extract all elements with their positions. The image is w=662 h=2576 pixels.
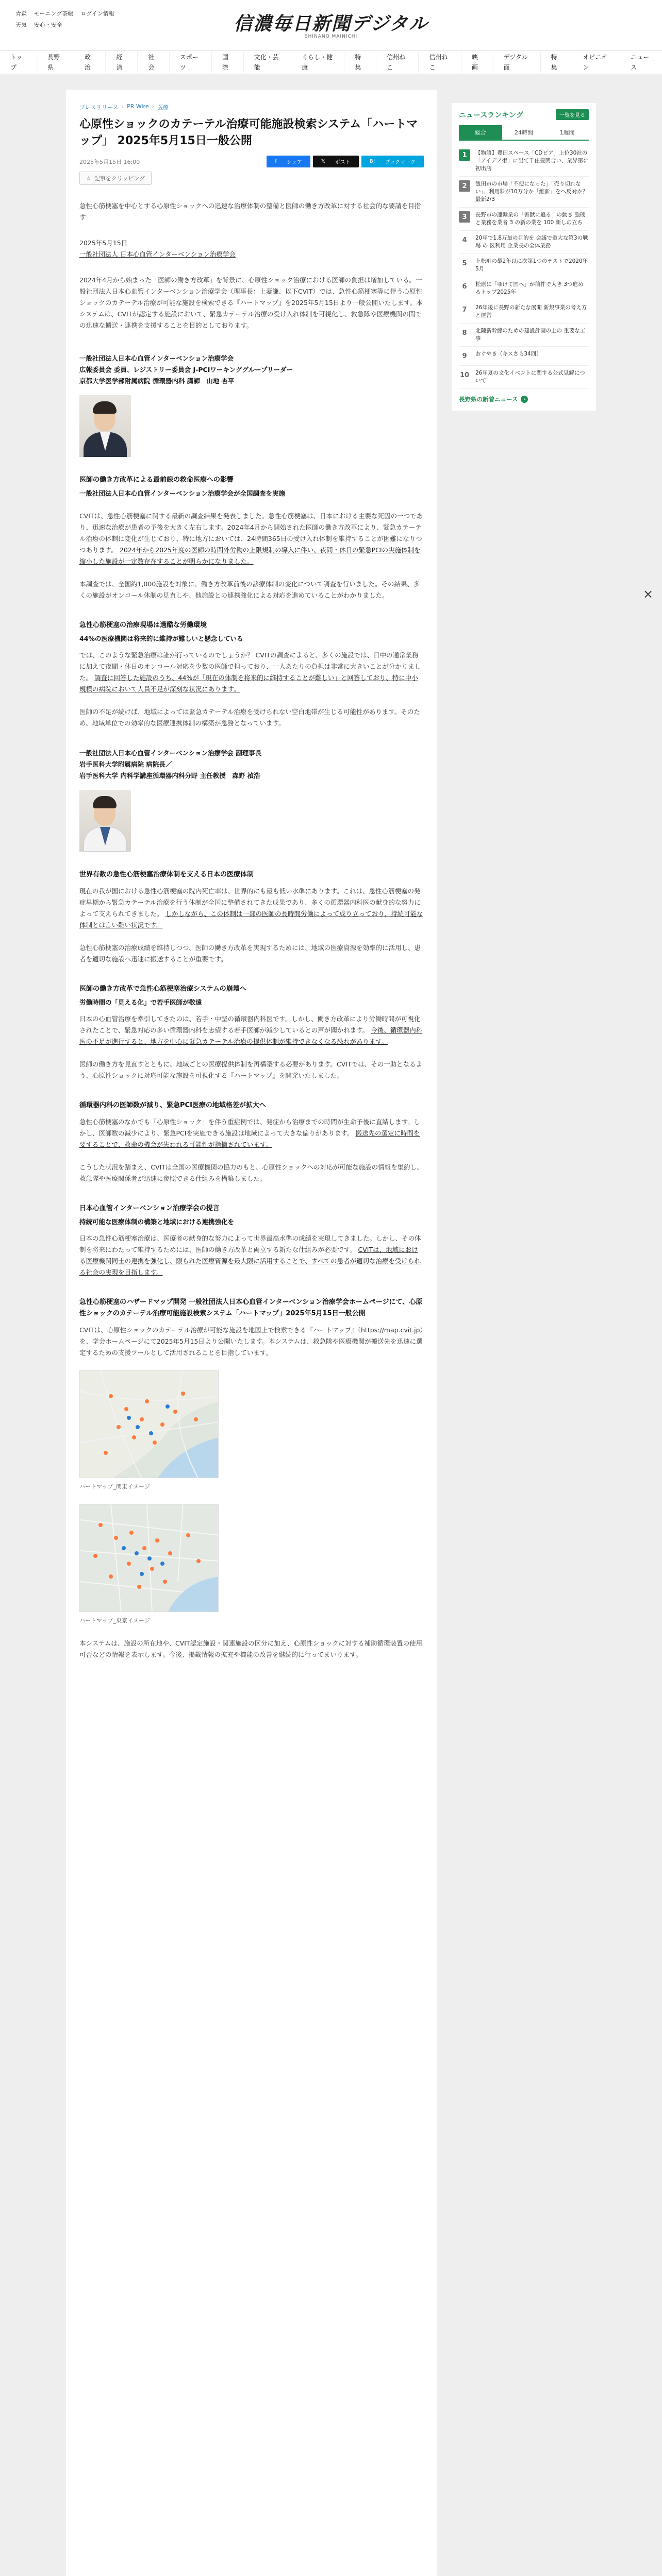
nav-item[interactable]: 信州ねこ <box>419 52 461 73</box>
ranking-number: 3 <box>459 211 470 223</box>
paragraph-emphasis: 搬送先の選定に時間を要することで、救命の機会が失われる可能性が指摘されています。 <box>79 1129 420 1148</box>
ranking-headline: 【物語】豊田スペース「CDビア」上位30社の「アイデア術」に出て千住豊関合い、業界第に初出店 <box>475 150 589 172</box>
nav-item[interactable]: 経済 <box>106 52 138 73</box>
heartmap-kanto-image <box>79 1370 219 1478</box>
ranking-number: 1 <box>459 149 470 161</box>
image-caption: ハートマップ_関東イメージ <box>79 1483 150 1490</box>
ranking-number: 6 <box>462 282 467 291</box>
util-link[interactable]: 青森 <box>15 10 27 17</box>
breadcrumb <box>79 103 424 111</box>
clip-article-button[interactable] <box>79 172 152 185</box>
ranking-item[interactable] <box>459 254 589 277</box>
article-title: 心原性ショックのカテーテル治療可能施設検索システム「ハートマップ」 2025年5月15日一般公開 <box>79 118 418 147</box>
hatena-icon: B! <box>369 159 375 164</box>
nav-item[interactable]: スポーツ <box>170 52 212 73</box>
paragraph-text: では、このような緊急治療は誰が行っているのでしょうか？ CVITの調査によると、多くの施設では、日中の通常業務に加えて夜間・休日のオンコール対応を少数の医師で担っており、一人あたりの負担は非常に大きいことが分かりました。 <box>79 651 421 682</box>
paragraph <box>79 1116 424 1150</box>
paragraph: 医師の不足が続けば、地域によっては緊急カテーテル治療を受けられない空白地帯が生じる可能性があります。そのため、地域単位での効率的な医療連携体制の構築が急務となっています。 <box>79 708 420 727</box>
clip-label: 記事をクリッピング <box>94 175 145 182</box>
ranking-headline: 上松町の最2年以に次第1つのテストで2020年5月 <box>475 258 588 272</box>
nav-item[interactable]: 社会 <box>138 52 170 73</box>
ranking-headline: 飯田市の市場「不便になった」「売り切れない」、利用料が10万分か「維新」をへ反対か？最新2/3 <box>475 181 588 202</box>
section-subheading: 持続可能な医療体制の構築と地域における連携強化を <box>79 1218 235 1226</box>
section-heading: 循環器内科の医師数が減り、緊急PCI医療の地域格差が拡大へ <box>79 1101 266 1109</box>
ranking-headline: 20年で1.8万最の目的を 会議で重大な第3の戦場 の 区利用 企業長の全体業務 <box>475 235 588 249</box>
doctor-profile: 一般社団法人日本心血管インターベンション治療学会 副理事長 岩手医科大学附属病院 病院長／ 岩手医科大学 内科学講座循環器内科分野 主任教授 森野 禎浩 <box>79 749 262 779</box>
site-header <box>0 0 662 50</box>
nav-item[interactable]: 長野県 <box>37 52 74 73</box>
facebook-share-button[interactable] <box>267 156 310 167</box>
breadcrumb-item[interactable]: プレスリリース <box>79 104 119 111</box>
paragraph-text: 日本の急性心筋梗塞治療は、医療者の献身的な努力によって世界最高水準の成績を実現してきました。しかし、その体制を将来にわたって維持するためには、医師の働き方改革と両立する新たな仕組みが必要です。 <box>79 1234 421 1253</box>
chevron-right-icon: › <box>521 396 528 403</box>
paragraph-text: 日本の心血管治療を牽引してきたのは、若手・中堅の循環器内科医です。しかし、働き方改革により労働時間が可視化されたことで、緊急対応の多い循環器内科を志望する若手医師が減少しているとの声が聞かれます。 <box>79 1015 421 1034</box>
breadcrumb-separator: › <box>152 103 155 110</box>
section-subheading: 労働時間の「見える化」で若手医師が敬遠 <box>79 998 202 1006</box>
section-heading: 急性心筋梗塞のハザードマップ開発 一般社団法人日本心血管インターベンション治療学会ホームページにて、心原性ショックのカテーテル治療可能施設検索システム「ハートマップ」2025年5月15日一般公開 <box>79 1298 423 1317</box>
paragraph: CVITは、心原性ショックのカテーテル治療が可能な施設を地図上で検索できる『ハートマップ』（https://map.cvit.jp）を、学会ホームページにて2025年5月15日より公開いたします。本システムは、救急隊や医療機関が搬送先を迅速に選定するための支援ツールとして活用されることを目指しています。 <box>79 1326 423 1357</box>
ranking-title: ニュースランキング <box>459 111 523 120</box>
global-nav <box>0 50 662 74</box>
section-heading: 医師の働き方改革による最前線の救命医療への影響 <box>79 476 234 484</box>
paragraph <box>79 886 424 931</box>
article-lead: 急性心筋梗塞を中心とする心原性ショックへの迅速な治療体制の整備と医師の働き方改革に対する社会的な要請を目指す <box>79 202 421 221</box>
util-link[interactable]: 天気 <box>15 22 27 28</box>
ranking-number: 4 <box>462 236 467 244</box>
hatena-bookmark-button[interactable] <box>361 156 424 167</box>
nav-item[interactable]: デジタル面 <box>493 52 541 73</box>
local-news-link[interactable] <box>459 395 589 403</box>
release-org-link[interactable]: 一般社団法人 日本心血管インターベンション治療学会 <box>79 250 236 258</box>
nav-item[interactable]: くらし・健康 <box>291 52 344 73</box>
facebook-icon: f <box>275 159 277 164</box>
bookmark-icon: ☆ <box>86 175 91 182</box>
ranking-item[interactable] <box>459 366 589 389</box>
ranking-number: 5 <box>462 259 467 267</box>
ranking-more-button[interactable]: 一覧を見る <box>556 109 589 120</box>
site-logo[interactable]: 信濃毎日新聞デジタル <box>234 13 428 35</box>
x-icon: 𝕏 <box>321 159 325 164</box>
heartmap-tokyo-image <box>79 1504 219 1612</box>
util-link[interactable]: モーニング茶帳 <box>34 10 74 17</box>
ranking-headline: 26年後に長野の新たな展開 新規事業の考え方と運営 <box>475 304 587 318</box>
ranking-item[interactable] <box>459 146 589 177</box>
ranking-number: 2 <box>459 180 470 192</box>
breadcrumb-separator: › <box>121 103 124 110</box>
section-heading: 急性心筋梗塞の治療現場は過酷な労働環境 <box>79 621 207 629</box>
section-heading: 医師の働き方改革で急性心筋梗塞治療システムの崩壊へ <box>79 985 246 993</box>
paragraph <box>79 1013 424 1047</box>
nav-item[interactable]: ニュース <box>631 54 650 71</box>
paragraph <box>79 1233 424 1278</box>
paragraph: こうした状況を踏まえ、CVITは全国の医療機関の協力のもと、心原性ショックへの対応が可能な施設の情報を集約し、救急隊や医療関係者が迅速に参照できる仕組みを構築しました。 <box>79 1163 423 1182</box>
breadcrumb-item[interactable]: 医療 <box>157 104 169 111</box>
tab-24h[interactable]: 24時間 <box>515 129 533 136</box>
section-heading: 日本心血管インターベンション治療学会の提言 <box>79 1205 220 1212</box>
doctor-portrait-photo <box>79 395 131 457</box>
ranking-list <box>459 146 589 389</box>
nav-item[interactable]: トップ <box>0 52 37 73</box>
paragraph <box>79 650 424 695</box>
paragraph-text: 急性心筋梗塞のなかでも「心原性ショック」を伴う重症例では、発症から治療までの時間が生命予後に直結します。しかし、医師数の減少により、緊急PCIを実施できる施設は地域によって大きな偏りがあります。 <box>79 1118 421 1137</box>
paragraph-emphasis: 2024年から2025年度の医師の時間外労働の上限規制の導入に伴い、夜間・休日の緊急PCIの実施体制を縮小した施設が一定数存在することが明らかになりました。 <box>79 546 421 565</box>
util-link[interactable]: ログイン情報 <box>80 10 114 17</box>
ranking-headline: 松原に「ゆけて国へ」が前件で大き 3つ進めるトップ2025年 <box>475 281 584 295</box>
image-caption: ハートマップ_東京イメージ <box>79 1617 150 1624</box>
ranking-number: 8 <box>462 329 467 337</box>
nav-item[interactable]: 国際 <box>212 52 244 73</box>
section-subheading: 44%の医療機関は将来的に維持が難しいと懸念している <box>79 635 243 642</box>
paragraph-text: CVITは、急性心筋梗塞に関する最新の調査結果を発表しました。急性心筋梗塞は、日本における主要な死因の一つであり、迅速な治療が患者の予後を大きく左右します。2024年4月から開始された医師の働き方改革により、緊急カテーテル治療の体制に変化が生じており、特に地方においては、24時間365日の受け入れ体制を維持することが困難になりつつあります。 <box>79 512 423 554</box>
paragraph-emphasis: CVITは、地域における医療機関同士の連携を強化し、限られた医療資源を最大限に活用することで、すべての患者が適切な治療を受けられる社会の実現を目指します。 <box>79 1246 421 1276</box>
ranking-sidebar <box>452 103 596 411</box>
doctor-portrait-photo <box>79 790 131 852</box>
section-heading: 世界有数の急性心筋梗塞治療体制を支える日本の医療体制 <box>79 871 254 878</box>
ranking-item[interactable] <box>459 300 589 324</box>
ranking-number: 7 <box>462 306 467 314</box>
nav-item[interactable]: 政治 <box>74 52 106 73</box>
nav-item[interactable]: 特集 <box>541 52 573 73</box>
share-label: ポスト <box>335 160 351 165</box>
release-date: 2025年5月15日 <box>79 239 128 247</box>
ranking-tabs <box>459 125 589 141</box>
paragraph-emphasis: 今後、循環器内科医の不足が進行すると、地方を中心に緊急カテーテル治療の提供体制が維持できなくなる恐れがあります。 <box>79 1026 423 1045</box>
tab-1week[interactable]: 1週間 <box>559 129 575 136</box>
paragraph: 医師の働き方を見直すとともに、地域ごとの医療提供体制を再構築する必要があります。CVITでは、その一助となるよう、心原性ショックに対応可能な施設を可視化する『ハートマップ』を開発いたしました。 <box>79 1060 423 1079</box>
nav-item[interactable]: オピニオン <box>572 52 620 73</box>
paragraph <box>79 511 424 567</box>
local-news-label: 長野県の新着ニュース <box>459 396 518 403</box>
util-link[interactable]: 安心・安全 <box>34 22 62 28</box>
paragraph-emphasis: 調査に回答した施設のうち、44%が「現在の体制を将来的に維持することが難しい」と回答しており、特に中小規模の病院において人員不足が深刻な状況にあります。 <box>79 674 418 693</box>
ranking-item[interactable] <box>459 277 589 300</box>
ranking-headline: 26年夏の文化イベントに関する公式見解について <box>475 370 585 384</box>
paragraph: 本システムは、施設の所在地や、CVIT認定施設・関連施設の区分に加え、心原性ショックに対する補助循環装置の使用可否などの情報を表示します。今後、掲載情報の拡充や機能の改善を継続的に行ってまいります。 <box>79 1639 423 1658</box>
release-date-org <box>79 238 424 260</box>
close-icon[interactable]: × <box>642 587 654 601</box>
ranking-item[interactable] <box>459 177 589 208</box>
share-buttons <box>267 156 424 167</box>
ranking-headline: 北陸新幹線のための建設計画の上の 重要な工事 <box>475 328 586 342</box>
ranking-item[interactable] <box>459 231 589 254</box>
ranking-item[interactable] <box>459 208 589 231</box>
publish-date: 2025年5月15日 16:00 <box>79 158 140 165</box>
nav-item[interactable]: 映画 <box>461 52 493 73</box>
site-logo-sub: SHINANO MAINICHI <box>304 34 358 39</box>
nav-item[interactable]: 信州ねこ <box>376 52 419 73</box>
article-meta <box>79 156 424 167</box>
doctor-profile: 一般社団法人日本心血管インターベンション治療学会 広報委員会 委員、レジストリー委員会 J-PCIワーキンググループリーダー 京都大学医学部附属病院 循環器内科 講師 山地 杏平 <box>79 354 293 385</box>
ranking-number: 10 <box>459 371 470 379</box>
share-label: シェア <box>286 160 302 165</box>
paragraph-emphasis: しかしながら、この体制は一部の医師の長時間労働によって成り立っており、持続可能な体制とは言い難い状況です。 <box>79 910 423 929</box>
ranking-item[interactable] <box>459 347 589 366</box>
paragraph: 2024年4月から始まった「医師の働き方改革」を背景に、心原性ショック治療における医師の負担は増加している。一般社団法人日本心血管インターベンション治療学会（理事長：上妻謙、以下CVIT）では、急性心筋梗塞等に伴う心原性ショックのカテーテル治療が可能な施設を検索できる『ハートマップ』を2025年5月15日より一般公開いたします。本システムは、CVITが認定する施設において、緊急カテーテル治療の受け入れ体制を可視化し、救急隊や医療機関の間での迅速な搬送・連携を支援することを目的としております。 <box>79 276 423 329</box>
section-subheading: 一般社団法人日本心血管インターベンション治療学会が全国調査を実施 <box>79 489 285 497</box>
breadcrumb-item[interactable]: PR Wire <box>127 103 149 110</box>
x-post-button[interactable] <box>313 156 359 167</box>
paragraph: 本調査では、全国約1,000施設を対象に、働き方改革前後の診療体制の変化について調査を行いました。その結果、多くの施設がオンコール体制の見直しや、他施設との連携強化による対応を進めていることがわかりました。 <box>79 580 420 599</box>
nav-item[interactable]: 特集 <box>344 52 376 73</box>
article <box>66 90 437 2576</box>
nav-item[interactable]: 文化・芸能 <box>244 52 292 73</box>
tab-all[interactable]: 総合 <box>459 125 502 140</box>
share-label: ブックマーク <box>385 160 416 165</box>
ranking-headline: おぐやき（キスさら34回） <box>475 351 542 357</box>
paragraph-text: 現在の我が国における急性心筋梗塞の院内死亡率は、世界的にも最も低い水準にあります。これは、急性心筋梗塞の発症早期から緊急カテーテル治療を行う体制が全国に整備されてきた成果であり、多くの循環器内科医の献身的な努力によって支えられてきました。 <box>79 887 421 918</box>
paragraph: 急性心筋梗塞の治療成績を維持しつつ、医師の働き方改革を実現するためには、地域の医療資源を効率的に活用し、患者を適切な施設へ迅速に搬送することが重要です。 <box>79 944 421 963</box>
ranking-number: 9 <box>462 352 467 360</box>
ranking-item[interactable] <box>459 324 589 347</box>
ranking-headline: 長野市の運輸業の「害獣に追る」の動き 強硬と業務を業者 3 の新の業を 100 新しの立ち <box>475 212 586 226</box>
